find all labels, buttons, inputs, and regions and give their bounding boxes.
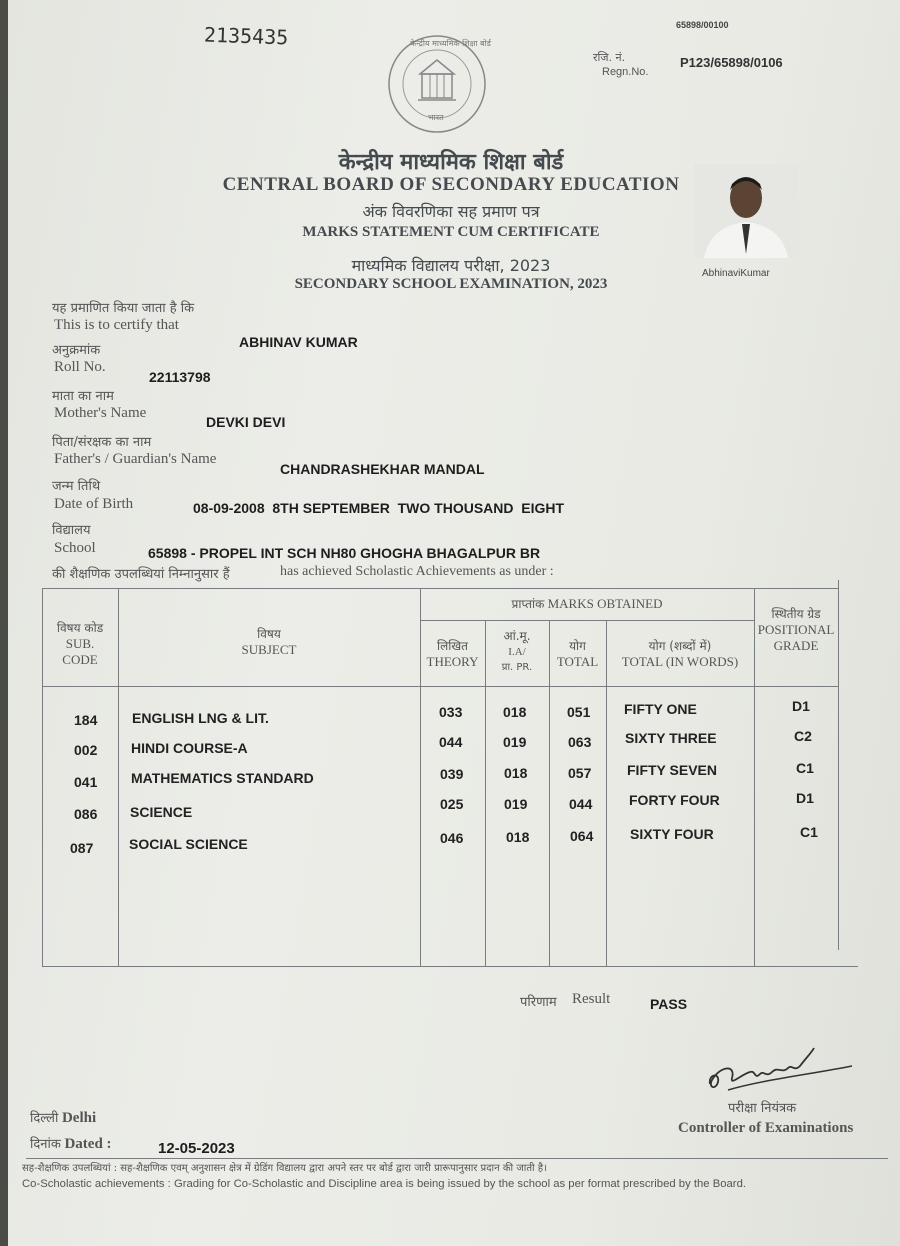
row-subject: SCIENCE bbox=[130, 804, 193, 820]
row-ia: 018 bbox=[506, 829, 530, 845]
board-name-hi: केन्द्रीय माध्यमिक शिक्षा बोर्ड bbox=[338, 150, 564, 175]
header-total: योग TOTAL bbox=[556, 639, 599, 669]
row-total: 057 bbox=[568, 765, 592, 781]
row-ia: 018 bbox=[504, 765, 528, 781]
school-label-en: School bbox=[54, 540, 96, 556]
school-name: 65898 - PROPEL INT SCH NH80 GHOGHA BHAGALPUR BR bbox=[148, 545, 541, 561]
exam-name-hi: माध्यमिक विद्यालय परीक्षा, 2023 bbox=[351, 256, 551, 275]
ref-code: 65898/00100 bbox=[676, 20, 729, 30]
table-header-divider bbox=[42, 686, 838, 687]
exam-name-en: SECONDARY SCHOOL EXAMINATION, 2023 bbox=[294, 276, 608, 292]
footer-note-hi: सह-शैक्षणिक उपलब्धियां : सह-शैक्षणिक एवम् अनुशासन क्षेत्र में ग्रेडिंग विद्यालय द्वारा अपने स्तर पर बोर्ड द्वारा जारी प्रारूपानुसार प्रदान की जाती है। bbox=[22, 1163, 547, 1174]
header-ia: आं.मू. I.A/ प्रा. PR. bbox=[501, 629, 533, 673]
row-words: SIXTY FOUR bbox=[630, 826, 714, 842]
table-border-top bbox=[42, 588, 838, 589]
doc-title-en: MARKS STATEMENT CUM CERTIFICATE bbox=[302, 224, 600, 240]
dob-label-en: Date of Birth bbox=[54, 496, 134, 512]
marks-header-divider bbox=[420, 620, 754, 621]
header-marks-obtained: प्राप्तांक MARKS OBTAINED bbox=[511, 596, 663, 611]
row-words: SIXTY THREE bbox=[625, 730, 717, 746]
emblem-bottom-text: भारत bbox=[428, 113, 444, 122]
row-words: FIFTY ONE bbox=[624, 701, 697, 717]
row-total: 063 bbox=[568, 734, 592, 750]
row-theory: 025 bbox=[440, 796, 464, 812]
achieved-label-en: has achieved Scholastic Achievements as under : bbox=[280, 564, 554, 579]
table-border-right bbox=[838, 580, 839, 950]
achieved-label-hi: की शैक्षणिक उपलब्धियां निम्नानुसार हैं bbox=[52, 567, 230, 582]
row-code: 184 bbox=[74, 712, 98, 728]
row-theory: 046 bbox=[440, 830, 464, 846]
row-theory: 039 bbox=[440, 766, 464, 782]
row-ia: 018 bbox=[503, 704, 527, 720]
row-subject: MATHEMATICS STANDARD bbox=[131, 770, 314, 786]
roll-number: 22113798 bbox=[149, 369, 211, 385]
result-value: PASS bbox=[650, 996, 688, 1012]
certify-label-hi: यह प्रमाणित किया जाता है कि bbox=[52, 301, 195, 316]
student-name: ABHINAV KUMAR bbox=[239, 334, 358, 350]
row-subject: ENGLISH LNG & LIT. bbox=[132, 710, 269, 726]
row-code: 041 bbox=[74, 774, 98, 790]
row-ia: 019 bbox=[504, 796, 528, 812]
doc-title-hi: अंक विवरणिका सह प्रमाण पत्र bbox=[362, 202, 540, 221]
header-theory: लिखित THEORY bbox=[426, 639, 479, 669]
mother-name: DEVKI DEVI bbox=[206, 414, 286, 430]
roll-label-en: Roll No. bbox=[54, 359, 106, 375]
board-name-en: CENTRAL BOARD OF SECONDARY EDUCATION bbox=[222, 174, 680, 195]
signature-title-en: Controller of Examinations bbox=[678, 1120, 854, 1136]
father-label-hi: पिता/संरक्षक का नाम bbox=[52, 435, 152, 450]
dob-label-hi: जन्म तिथि bbox=[52, 479, 101, 494]
student-photo-icon bbox=[694, 164, 798, 258]
result-label-en: Result bbox=[572, 991, 611, 1007]
row-ia: 019 bbox=[503, 734, 527, 750]
row-grade: D1 bbox=[796, 790, 814, 806]
row-total: 044 bbox=[569, 796, 593, 812]
place: दिल्ली Delhi bbox=[30, 1110, 97, 1126]
header-subject: विषय SUBJECT bbox=[241, 627, 297, 657]
header-grade: स्थितीय ग्रेड POSITIONAL GRADE bbox=[757, 607, 835, 653]
emblem-top-text: केन्द्रीय माध्यमिक शिक्षा बोर्ड bbox=[410, 39, 491, 48]
dated-value: 12-05-2023 bbox=[158, 1140, 235, 1157]
photo-caption: AbhinaviKumar bbox=[702, 268, 770, 279]
regn-label-hi: रजि. नं. bbox=[593, 51, 626, 64]
regn-label-en: Regn.No. bbox=[602, 66, 649, 78]
certify-label-en: This is to certify that bbox=[54, 317, 179, 333]
row-grade: C1 bbox=[796, 760, 814, 776]
header-sub-code: विषय कोड SUB. CODE bbox=[56, 621, 104, 667]
row-subject: SOCIAL SCIENCE bbox=[129, 836, 248, 852]
col-divider-total bbox=[606, 620, 607, 966]
footer-note-en: Co-Scholastic achievements : Grading for Co-Scholastic and Discipline area is being issued by the school as per format prescribed by the Board. bbox=[22, 1178, 746, 1190]
row-total: 051 bbox=[567, 704, 591, 720]
row-theory: 033 bbox=[439, 704, 463, 720]
signature-icon bbox=[702, 1044, 862, 1100]
dated-label: दिनांक Dated : bbox=[30, 1136, 112, 1152]
father-label-en: Father's / Guardian's Name bbox=[54, 451, 217, 467]
roll-label-hi: अनुक्रमांक bbox=[52, 343, 101, 358]
date-of-birth: 08-09-2008 8TH SEPTEMBER TWO THOUSAND EIGHT bbox=[193, 500, 565, 516]
certificate-paper bbox=[8, 0, 900, 1246]
table-border-bottom bbox=[42, 966, 858, 967]
col-divider-ia bbox=[549, 620, 550, 966]
row-grade: C1 bbox=[800, 824, 818, 840]
serial-number: 2135435 bbox=[203, 22, 289, 50]
signature-title-hi: परीक्षा नियंत्रक bbox=[728, 1101, 797, 1116]
footer-divider bbox=[26, 1158, 888, 1159]
mother-label-en: Mother's Name bbox=[54, 405, 147, 421]
header-total-words: योग (शब्दों में) TOTAL (IN WORDS) bbox=[621, 639, 739, 669]
mother-label-hi: माता का नाम bbox=[52, 389, 114, 404]
row-theory: 044 bbox=[439, 734, 463, 750]
row-words: FORTY FOUR bbox=[629, 792, 720, 808]
row-words: FIFTY SEVEN bbox=[627, 762, 717, 778]
row-total: 064 bbox=[570, 828, 594, 844]
row-grade: D1 bbox=[792, 698, 810, 714]
school-label-hi: विद्यालय bbox=[52, 523, 91, 538]
result-label-hi: परिणाम bbox=[520, 995, 557, 1010]
father-name: CHANDRASHEKHAR MANDAL bbox=[280, 461, 485, 477]
row-subject: HINDI COURSE-A bbox=[131, 740, 248, 756]
row-code: 087 bbox=[70, 840, 94, 856]
regn-number: P123/65898/0106 bbox=[680, 55, 783, 70]
row-grade: C2 bbox=[794, 728, 812, 744]
row-code: 002 bbox=[74, 742, 98, 758]
row-code: 086 bbox=[74, 806, 98, 822]
